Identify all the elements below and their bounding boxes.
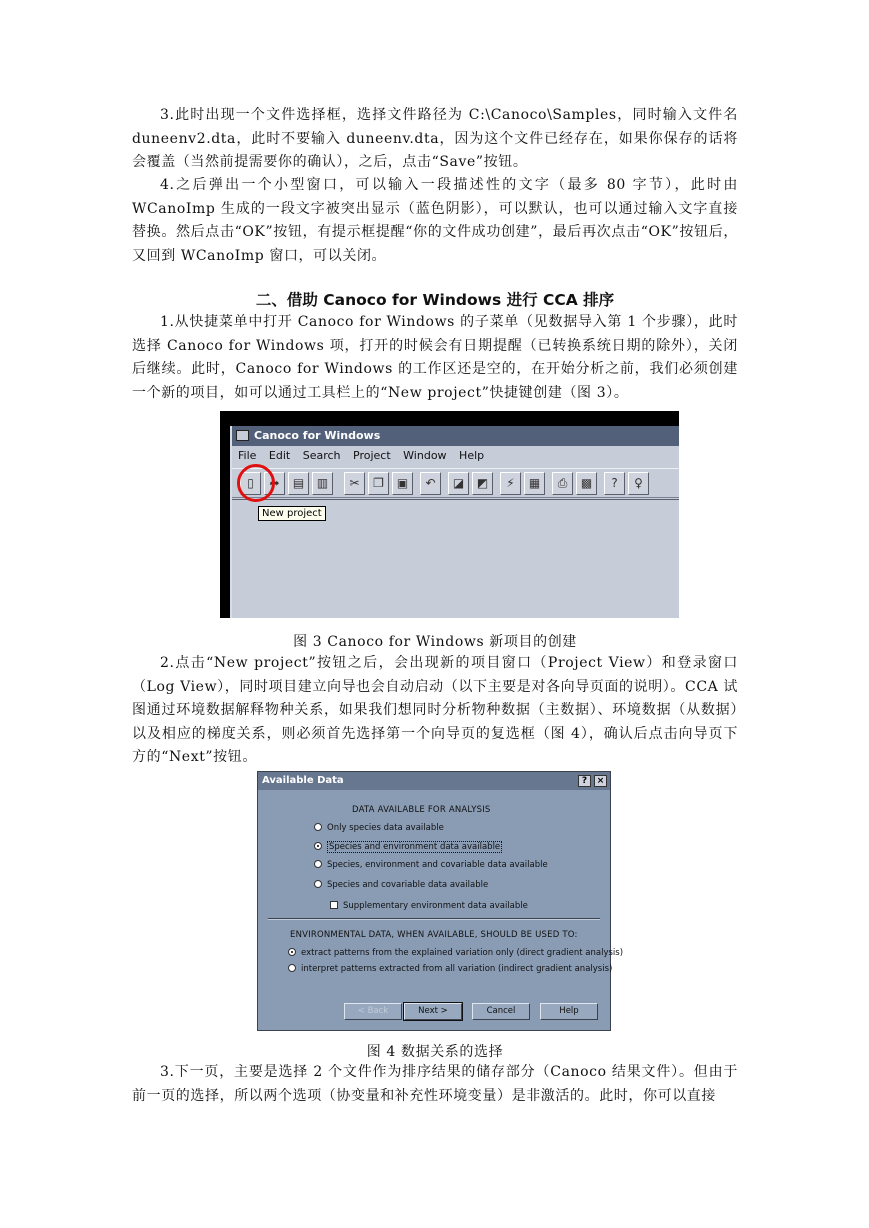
- figure-3-caption: 图 3 Canoco for Windows 新项目的创建: [293, 634, 577, 650]
- paragraph-step4: 4.之后弹出一个小型窗口，可以输入一段描述性的文字（最多 80 字节），此时由 WCanoImp 生成的一段文字被突出显示（蓝色阴影），可以默认，也可以通过输入文字直接替换。然后点击“OK”按钮，有提示框提醒“你的文件成功创建”，最后再次点击“OK”按钮后，又回到 WCanoImp 窗口，可以关闭。: [132, 177, 738, 264]
- option-species-env-covariable[interactable]: Species, environment and covariable data available: [314, 860, 548, 870]
- help-icon[interactable]: ?: [604, 472, 625, 495]
- radio-indirect-gradient[interactable]: [288, 964, 296, 972]
- section-heading: 二、借助 Canoco for Windows 进行 CCA 排序: [255, 291, 615, 309]
- toolbar: [232, 468, 679, 498]
- new-project-tooltip: New project: [258, 506, 326, 521]
- option-indirect-gradient[interactable]: interpret patterns extracted from all variation (indirect gradient analysis): [288, 964, 612, 974]
- canoco-window: [230, 426, 679, 618]
- radio-species-environment[interactable]: [314, 842, 322, 850]
- menu-project[interactable]: Project: [353, 449, 391, 462]
- radio-species-covariable[interactable]: [314, 880, 322, 888]
- context-help-icon[interactable]: ♀: [628, 472, 649, 495]
- radio-only-species[interactable]: [314, 823, 322, 831]
- undo-icon[interactable]: ↶: [420, 472, 441, 495]
- radio-species-env-covariable[interactable]: [314, 860, 322, 868]
- back-button[interactable]: < Back: [344, 1003, 402, 1020]
- paragraph-canoco-step2: 2.点击“New project”按钮之后，会出现新的项目窗口（Project View）和登录窗口（Log View），同时项目建立向导也会自动启动（以下主要是对各向导页面的说明）。CCA 试图通过环境数据解释物种关系，如果我们想同时分析物种数据（主数据）、环境数据（从数据）以及相应的梯度关系，则必须首先选择第一个向导页的复选框（图 4），确认后点击向导页下方的“Next”按钮。: [132, 655, 738, 765]
- tool-a-icon[interactable]: ◪: [448, 472, 469, 495]
- paste-icon[interactable]: ▣: [392, 472, 413, 495]
- option-direct-gradient[interactable]: extract patterns from the explained variation only (direct gradient analysis): [288, 948, 623, 958]
- section-data-available: DATA AVAILABLE FOR ANALYSIS: [352, 805, 491, 815]
- help-title-button[interactable]: ?: [578, 775, 591, 787]
- print-icon[interactable]: ⎙: [552, 472, 573, 495]
- window-title: Canoco for Windows: [254, 429, 381, 442]
- dialog-titlebar: [258, 772, 610, 790]
- next-button[interactable]: Next >: [404, 1003, 462, 1020]
- figure-3-canoco-window: [220, 411, 679, 618]
- option-species-environment[interactable]: Species and environment data available: [314, 842, 502, 852]
- radio-direct-gradient[interactable]: [288, 948, 296, 956]
- highlight-circle: [237, 464, 275, 502]
- menu-window[interactable]: Window: [403, 449, 447, 462]
- run-icon[interactable]: ⚡: [500, 472, 521, 495]
- close-icon[interactable]: ×: [594, 775, 607, 787]
- menu-search[interactable]: Search: [302, 449, 341, 462]
- supplementary-env-checkbox[interactable]: Supplementary environment data available: [330, 901, 528, 911]
- system-menu-icon[interactable]: [236, 430, 249, 441]
- help-button[interactable]: Help: [540, 1003, 598, 1020]
- menu-file[interactable]: File: [238, 449, 257, 462]
- save-all-button[interactable]: ▥: [312, 472, 333, 495]
- figure-4-caption: 图 4 数据关系的选择: [366, 1044, 504, 1060]
- section-environmental-usage: ENVIRONMENTAL DATA, WHEN AVAILABLE, SHOULD BE USED TO:: [290, 930, 578, 940]
- dialog-title: Available Data: [262, 775, 344, 786]
- checkbox-supplementary[interactable]: [330, 901, 338, 909]
- dialog-separator: [268, 918, 600, 920]
- menu-edit[interactable]: Edit: [268, 449, 291, 462]
- cancel-button[interactable]: Cancel: [472, 1003, 530, 1020]
- save-button[interactable]: ▤: [288, 472, 309, 495]
- paragraph-step3: 3.此时出现一个文件选择框，选择文件路径为 C:\Canoco\Samples，同时输入文件名 duneenv2.dta，此时不要输入 duneenv.dta，因为这个文件已经存在，如果你保存的话将会覆盖（当然前提需要你的确认），之后，点击“Save”按钮。: [132, 107, 738, 170]
- option-only-species[interactable]: Only species data available: [314, 823, 444, 833]
- copy-icon[interactable]: ❐: [368, 472, 389, 495]
- tool-b-icon[interactable]: ◩: [472, 472, 493, 495]
- window-titlebar: [232, 426, 679, 446]
- figure-4-available-data-dialog: [257, 771, 624, 1031]
- option-species-covariable[interactable]: Species and covariable data available: [314, 880, 488, 890]
- new-project-button[interactable]: ▯: [240, 472, 261, 495]
- paragraph-canoco-step3: 3.下一页，主要是选择 2 个文件作为排序结果的储存部分（Canoco 结果文件）。但由于前一页的选择，所以两个选项（协变量和补充性环境变量）是非激活的。此时，你可以直接: [132, 1064, 738, 1104]
- grid-icon[interactable]: ▩: [576, 472, 597, 495]
- paragraph-canoco-step1: 1.从快捷菜单中打开 Canoco for Windows 的子菜单（见数据导入第 1 个步骤），此时选择 Canoco for Windows 项，打开的时候会有日期提醒（已转换系统日期的除外），关闭后继续。此时，Canoco for Windows 的工作区还是空的，在开始分析之前，我们必须创建一个新的项目，如可以通过工具栏上的“New project”快捷键创建（图 3）。: [132, 314, 738, 401]
- open-project-button[interactable]: ➦: [264, 472, 285, 495]
- menu-help[interactable]: Help: [459, 449, 485, 462]
- menu-bar: [232, 446, 679, 466]
- chart-icon[interactable]: ▦: [524, 472, 545, 495]
- cut-icon[interactable]: ✂: [344, 472, 365, 495]
